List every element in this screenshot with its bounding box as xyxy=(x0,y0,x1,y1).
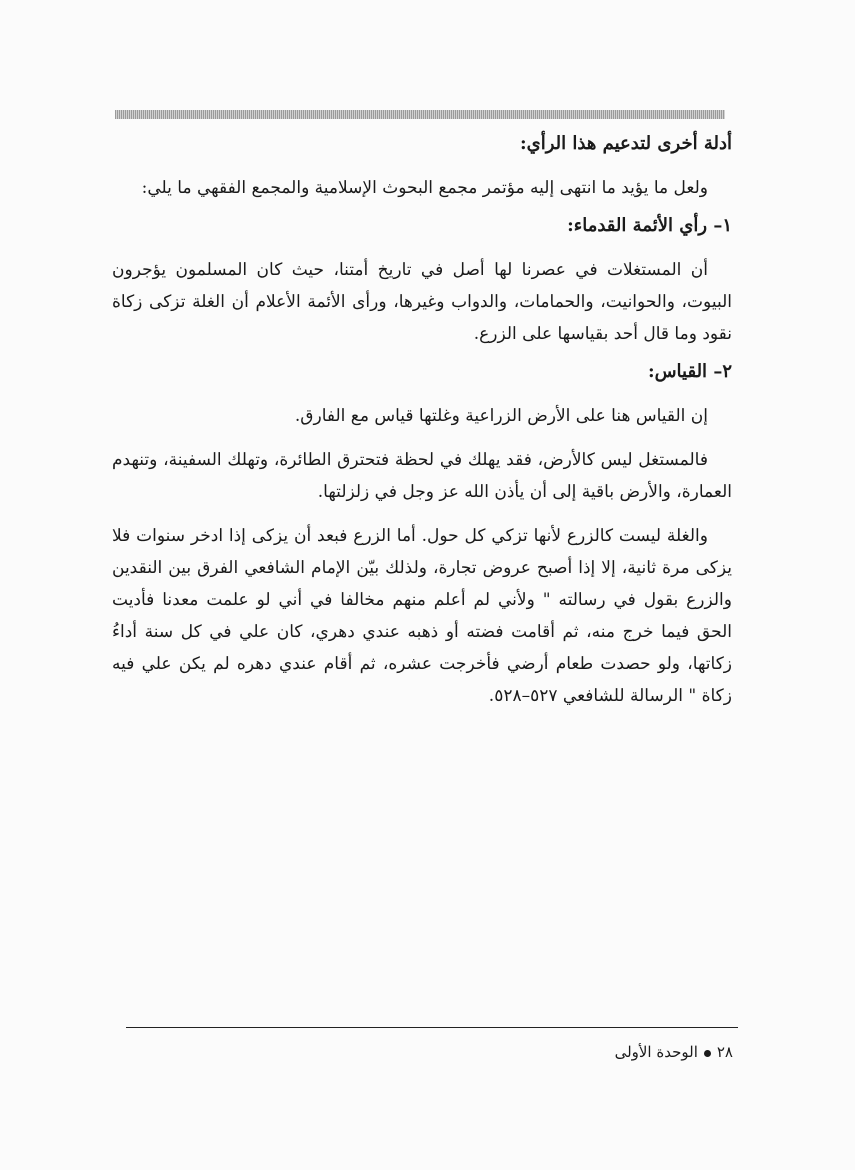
bullet-dot-icon xyxy=(704,1050,711,1057)
section1-paragraph: أن المستغلات في عصرنا لها أصل في تاريخ أمتنا، حيث كان المسلمون يؤجرون البيوت، والحوانيت، والحمامات، والدواب وغيرها، ورأى الأئمة الأعلام أن الغلة تزكى زكاة نقود وما قال أحد بقياسها على الزرع. xyxy=(112,260,732,344)
section1-title: ١– رأي الأئمة القدماء: xyxy=(567,215,732,236)
page-body xyxy=(112,128,732,712)
evidence-heading: أدلة أخرى لتدعيم هذا الرأي: xyxy=(520,133,732,154)
section2-paragraph-2: فالمستغل ليس كالأرض، فقد يهلك في لحظة فتحترق الطائرة، وتهلك السفينة، وتنهدم العمارة، والأرض باقية إلى أن يأذن الله عز وجل في زلزلتها. xyxy=(112,450,732,502)
section2-paragraph-1: إن القياس هنا على الأرض الزراعية وغلتها قياس مع الفارق. xyxy=(294,406,708,426)
header-rule xyxy=(115,110,725,119)
section2-title: ٢– القياس: xyxy=(647,361,732,382)
section2-paragraph-3: والغلة ليست كالزرع لأنها تزكي كل حول. أما الزرع فبعد أن يزكى إذا ادخر سنوات فلا يزكى مرة ثانية، إلا إذا أصبح عروض تجارة، ولذلك بيّن الإمام الشافعي الفرق بين النقدين والزرع بقول في رسالته " ولأني لم أعلم منهم مخالفا في أني لو علمت معدنا فأديت الحق فيما خرج منه، ثم أقامت فضته أو ذهبه عندي دهري، كان علي في كل سنة أداءُ زكاتها، ولو حصدت طعام أرضي فأخرجت عشره، ثم أقام عندي دهره لم يكن علي فيه زكاة " الرسالة للشافعي ٥٢٧–٥٢٨. xyxy=(112,526,732,706)
unit-title: الوحدة الأولى xyxy=(614,1043,698,1061)
footer-rule xyxy=(126,1027,738,1028)
page-footer xyxy=(615,1042,733,1062)
intro-paragraph: ولعل ما يؤيد ما انتهى إليه مؤتمر مجمع البحوث الإسلامية والمجمع الفقهي ما يلي: xyxy=(141,178,708,198)
page-number: ٢٨ xyxy=(716,1043,733,1061)
